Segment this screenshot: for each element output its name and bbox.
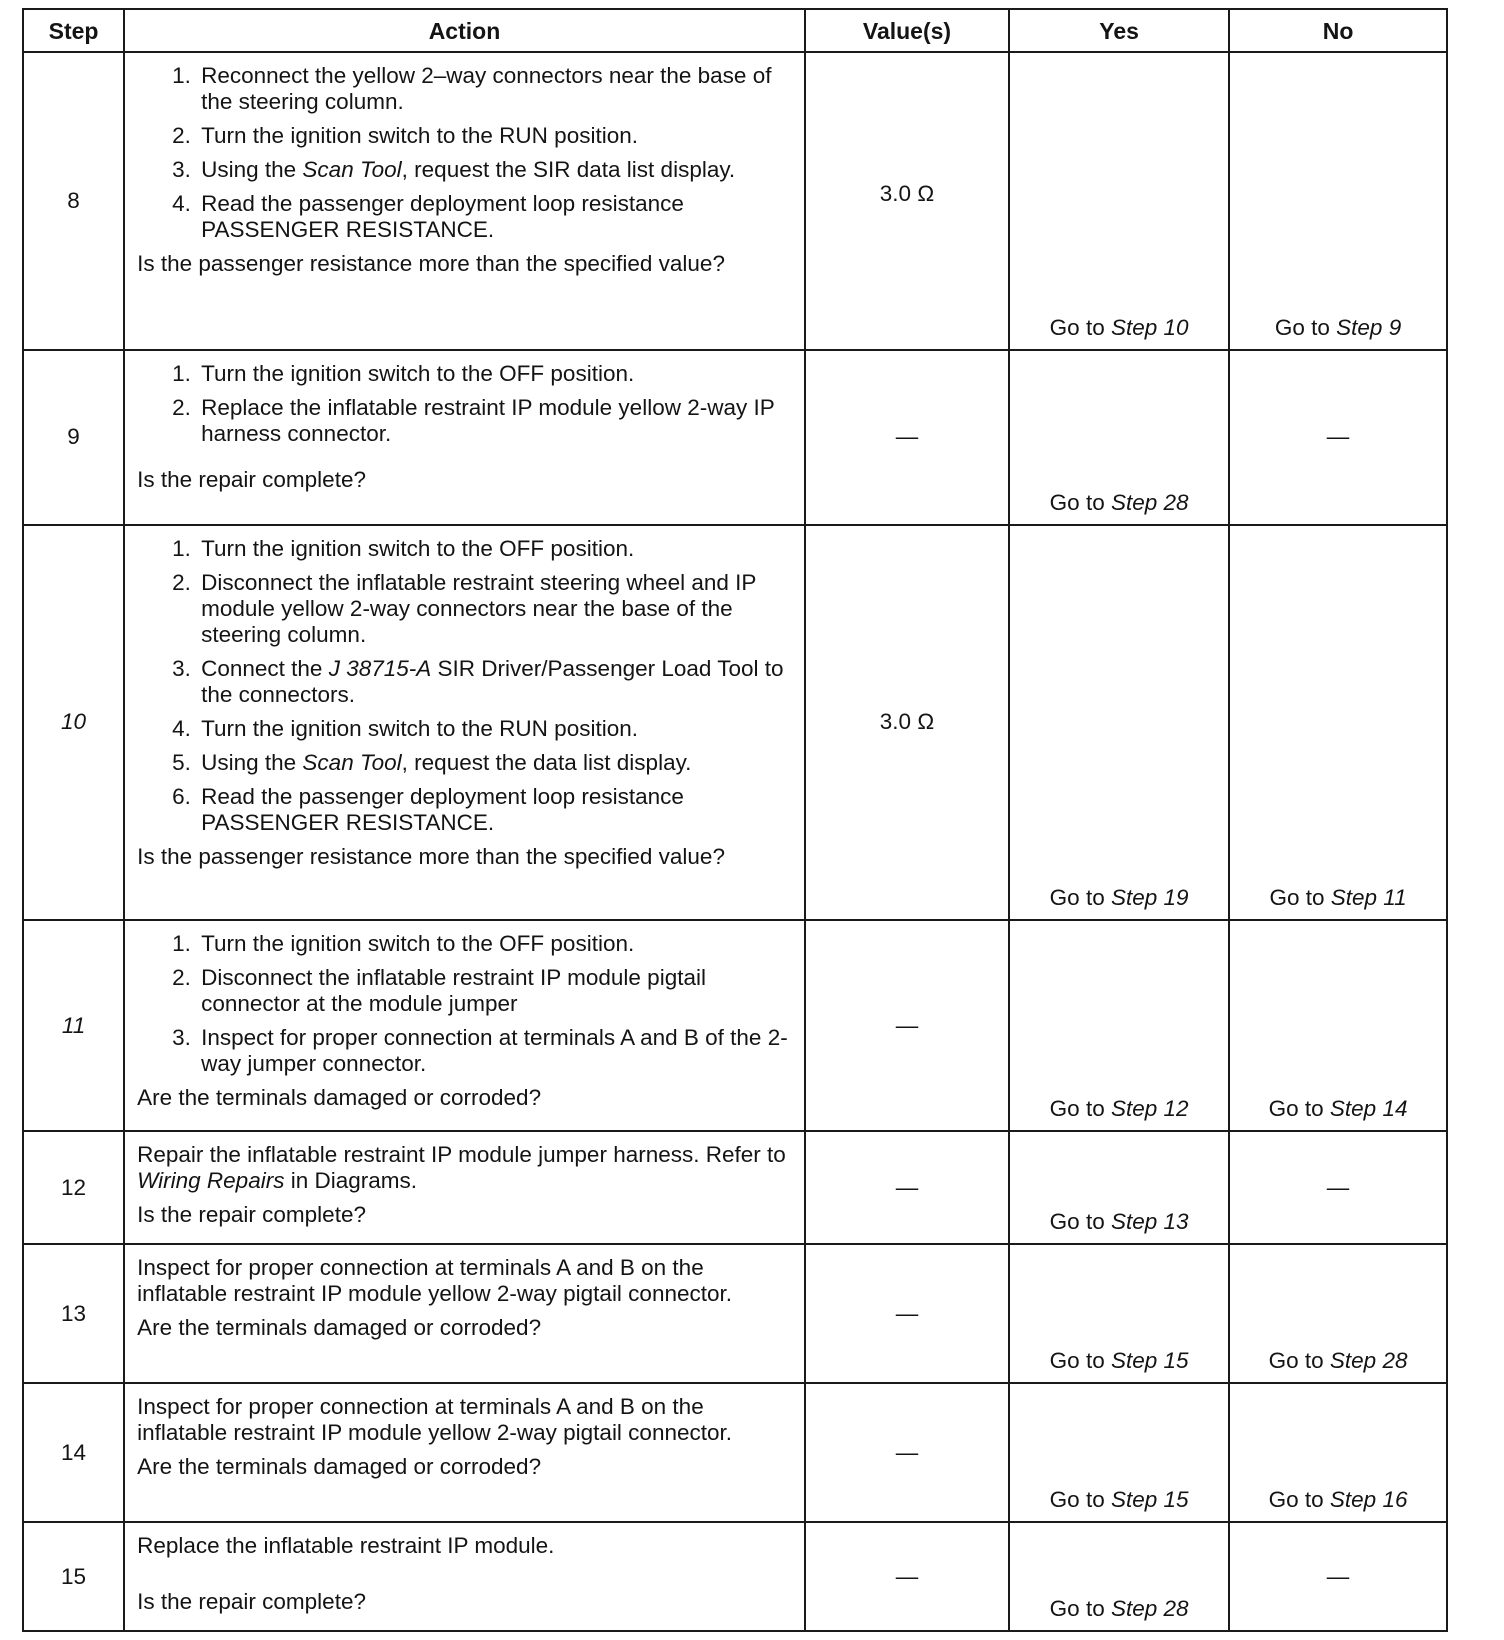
no-cell — [1229, 1244, 1447, 1383]
question: Is the repair complete? — [137, 1589, 366, 1615]
no-cell — [1229, 1383, 1447, 1522]
emphasis-text: Step 13 — [1110, 1209, 1189, 1235]
no-cell: — — [1229, 350, 1447, 525]
step-number: 14 — [23, 1383, 124, 1522]
list-item: 2. Turn the ignition switch to the RUN position. — [197, 123, 790, 149]
table-row — [23, 1522, 1447, 1631]
action-cell — [124, 1131, 805, 1244]
emphasis-text: Step 11 — [1330, 884, 1407, 910]
step-number: 9 — [23, 350, 124, 525]
yes-text: Go to Step 13 — [1049, 1209, 1189, 1235]
yes-text: Go to Step 15 — [1049, 1487, 1189, 1513]
value-cell: 3.0 Ω — [805, 52, 1009, 350]
list-item-text: Connect the J 38715-A SIR Driver/Passenger Load Tool to the connectors. — [201, 655, 784, 707]
emphasis-text: Step 28 — [1110, 1596, 1189, 1621]
list-item: 3. Inspect for proper connection at terminals A and B of the 2-way jumper connector. — [197, 1025, 790, 1077]
value-cell: — — [805, 920, 1009, 1131]
step-number: 13 — [23, 1244, 124, 1383]
list-item: 2. Disconnect the inflatable restraint steering wheel and IP module yellow 2-way connectors near the base of the steering column. — [197, 570, 790, 648]
question: Is the passenger resistance more than the specified value? — [137, 843, 725, 869]
no-cell — [1229, 52, 1447, 350]
action-text — [137, 1142, 790, 1194]
action-cell — [124, 1383, 805, 1522]
yes-cell — [1009, 350, 1229, 525]
list-item — [197, 157, 790, 183]
question: Is the passenger resistance more than the specified value? — [137, 251, 725, 276]
no-cell — [1229, 920, 1447, 1131]
list-item: 1. Turn the ignition switch to the OFF position. — [197, 361, 790, 387]
action-paragraph: Repair the inflatable restraint IP module jumper harness. Refer to Wiring Repairs in Diagrams. — [137, 1142, 786, 1194]
value-cell: — — [805, 350, 1009, 525]
step-number: 10 — [23, 525, 124, 920]
header-step: Step — [23, 9, 124, 52]
diagnostic-table — [22, 8, 1448, 1632]
yes-text: Go to Step 10 — [1049, 315, 1189, 341]
value-cell: — — [805, 1522, 1009, 1631]
table-row — [23, 1131, 1447, 1244]
action-cell — [124, 920, 805, 1131]
no-text: Go to Step 14 — [1268, 1096, 1408, 1122]
table-row — [23, 52, 1447, 350]
table-row — [23, 920, 1447, 1131]
no-cell: — — [1229, 1522, 1447, 1631]
emphasis-text: J 38715-A — [328, 655, 432, 681]
action-cell — [124, 52, 805, 350]
list-item: 2. Replace the inflatable restraint IP module yellow 2-way IP harness connector. — [197, 395, 790, 447]
step-number: 11 — [23, 920, 124, 1131]
yes-cell — [1009, 1383, 1229, 1522]
table-row — [23, 1244, 1447, 1383]
action-cell — [124, 1244, 805, 1383]
value-cell: — — [805, 1131, 1009, 1244]
table-row — [23, 350, 1447, 525]
step-number: 12 — [23, 1131, 124, 1244]
value-cell: — — [805, 1383, 1009, 1522]
emphasis-text: Scan Tool — [302, 157, 402, 182]
question: Are the terminals damaged or corroded? — [137, 1315, 542, 1341]
question: Is the repair complete? — [137, 1202, 366, 1228]
action-cell — [124, 1522, 805, 1631]
list-item — [197, 656, 790, 708]
action-cell — [124, 350, 805, 525]
value-cell: — — [805, 1244, 1009, 1383]
action-paragraph: Replace the inflatable restraint IP module. — [137, 1533, 555, 1559]
action-paragraph: Inspect for proper connection at terminals A and B on the inflatable restraint IP module yellow 2-way pigtail connector. — [137, 1394, 733, 1446]
list-item — [197, 750, 790, 776]
emphasis-text: Step 16 — [1329, 1487, 1408, 1513]
header-row — [23, 9, 1447, 52]
action-paragraph: Inspect for proper connection at terminals A and B on the inflatable restraint IP module yellow 2-way pigtail connector. — [137, 1255, 733, 1307]
list-item: 6. Read the passenger deployment loop resistance PASSENGER RESISTANCE. — [197, 784, 790, 836]
yes-cell — [1009, 1244, 1229, 1383]
header-yes: Yes — [1009, 9, 1229, 52]
action-cell — [124, 525, 805, 920]
list-item: 4. Read the passenger deployment loop resistance PASSENGER RESISTANCE. — [197, 191, 790, 243]
list-item: 4. Turn the ignition switch to the RUN position. — [197, 716, 790, 742]
list-item: 1. Reconnect the yellow 2–way connectors near the base of the steering column. — [197, 63, 790, 115]
question: Are the terminals damaged or corroded? — [137, 1084, 542, 1110]
yes-text: Go to Step 19 — [1049, 884, 1189, 910]
emphasis-text: Wiring Repairs — [137, 1168, 285, 1194]
action-list — [137, 361, 790, 447]
emphasis-text: Step 12 — [1110, 1096, 1189, 1122]
table-row — [23, 525, 1447, 920]
header-action: Action — [124, 9, 805, 52]
action-list — [137, 63, 790, 243]
emphasis-text: Step 9 — [1336, 315, 1402, 341]
yes-cell — [1009, 1131, 1229, 1244]
header-no: No — [1229, 9, 1447, 52]
table-row — [23, 1383, 1447, 1522]
no-cell — [1229, 525, 1447, 920]
emphasis-text: Step 15 — [1110, 1487, 1189, 1513]
question: Are the terminals damaged or corroded? — [137, 1454, 542, 1480]
yes-cell — [1009, 525, 1229, 920]
emphasis-text: Step 10 — [1110, 315, 1189, 341]
list-item-text: Using the Scan Tool, request the data list display. — [201, 749, 692, 775]
list-item: 1. Turn the ignition switch to the OFF position. — [197, 931, 790, 957]
action-list — [137, 931, 790, 1077]
question: Is the repair complete? — [137, 467, 366, 493]
yes-text: Go to Step 28 — [1049, 489, 1189, 515]
yes-text: Go to Step 28 — [1049, 1596, 1189, 1621]
no-text: Go to Step 11 — [1269, 884, 1407, 910]
header-values: Value(s) — [805, 9, 1009, 52]
list-item: 2. Disconnect the inflatable restraint IP module pigtail connector at the module jumper — [197, 965, 790, 1017]
list-item: 1. Turn the ignition switch to the OFF position. — [197, 536, 790, 562]
action-list — [137, 536, 790, 836]
emphasis-text: Step 28 — [1329, 1348, 1408, 1374]
yes-cell — [1009, 1522, 1229, 1631]
yes-cell — [1009, 920, 1229, 1131]
no-text: Go to Step 28 — [1268, 1348, 1408, 1374]
no-text: Go to Step 9 — [1274, 315, 1402, 341]
step-number: 15 — [23, 1522, 124, 1631]
yes-cell — [1009, 52, 1229, 350]
emphasis-text: Step 14 — [1329, 1096, 1408, 1122]
emphasis-text: Step 28 — [1110, 489, 1189, 515]
list-item-text: Using the Scan Tool, request the SIR data list display. — [201, 157, 736, 182]
step-number: 8 — [23, 52, 124, 350]
emphasis-text: Step 19 — [1110, 884, 1189, 910]
emphasis-text: Step 15 — [1110, 1348, 1189, 1374]
no-cell: — — [1229, 1131, 1447, 1244]
emphasis-text: Scan Tool — [302, 749, 402, 775]
yes-text: Go to Step 12 — [1049, 1096, 1189, 1122]
no-text: Go to Step 16 — [1268, 1487, 1408, 1513]
value-cell: 3.0 Ω — [805, 525, 1009, 920]
yes-text: Go to Step 15 — [1049, 1348, 1189, 1374]
